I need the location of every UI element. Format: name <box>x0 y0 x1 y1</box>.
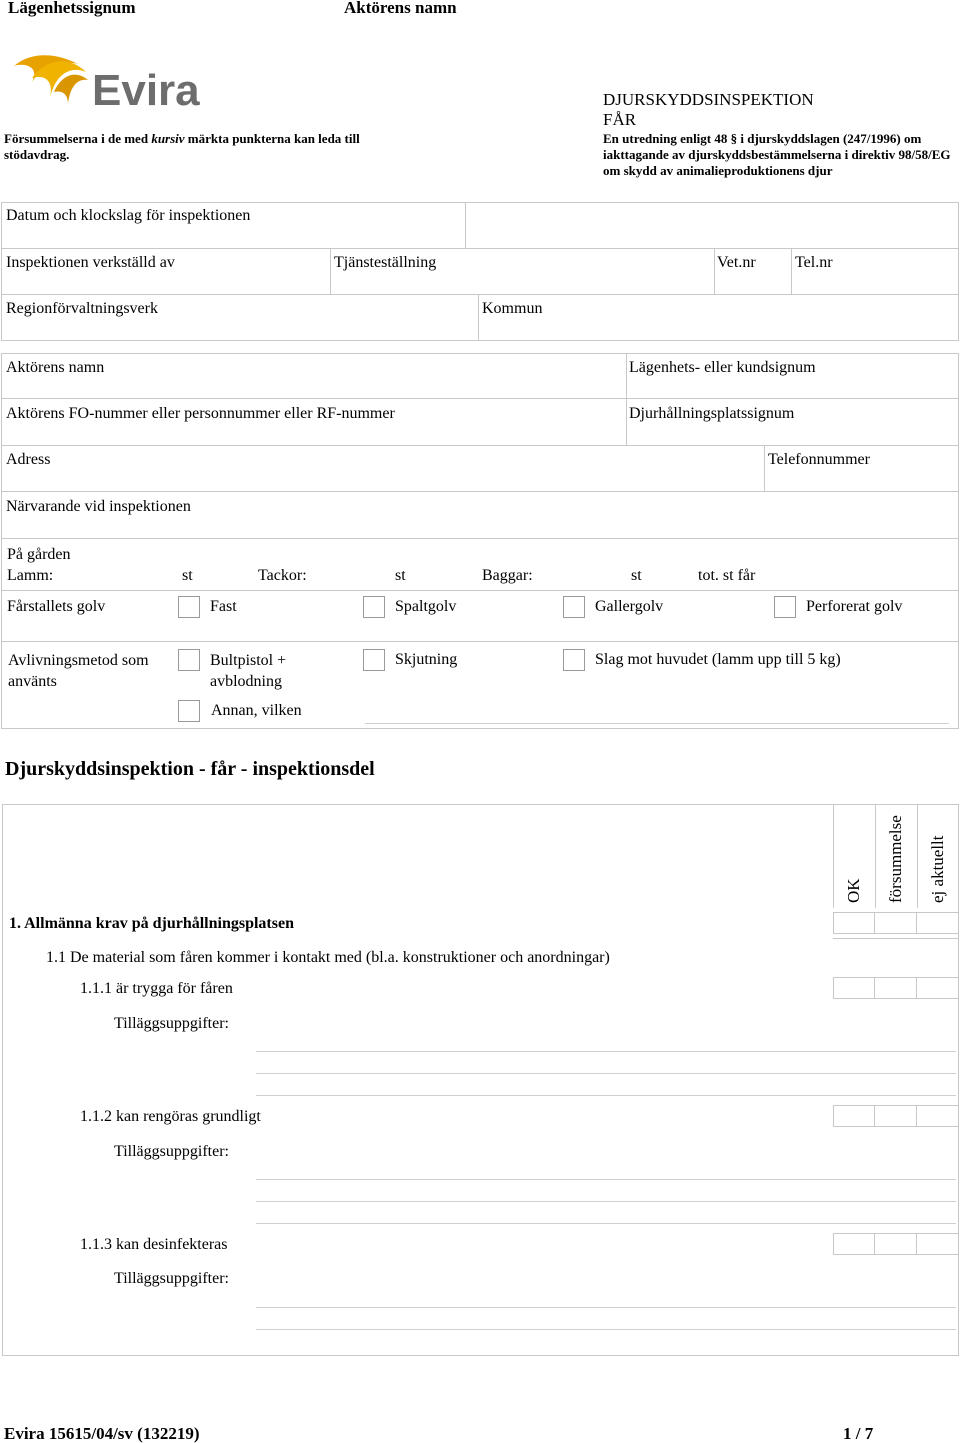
item-1-1-1-extra-label: Tilläggsuppgifter: <box>114 1015 229 1032</box>
floor-fast-label: Fast <box>210 598 237 615</box>
phone-label: Telefonnummer <box>768 451 870 468</box>
item-1-1-1-extra-line-1[interactable] <box>256 1051 956 1052</box>
ram-label: Baggar: <box>482 567 533 584</box>
floor-label: Fårstallets golv <box>7 598 106 615</box>
item-1-1-2-extra-line-3[interactable] <box>256 1223 956 1224</box>
vetnr-label: Vet.nr <box>717 254 756 271</box>
ewe-unit: st <box>395 567 406 584</box>
municipality-label: Kommun <box>482 300 543 317</box>
item-1-1-3-extra-line-2[interactable] <box>256 1329 956 1330</box>
floor-grid-label: Gallergolv <box>595 598 664 615</box>
culling-other-input[interactable] <box>365 723 949 724</box>
culling-shooting-checkbox[interactable] <box>363 649 385 671</box>
form-legal-description: En utredning enligt 48 § i djurskyddslagen (247/1996) om iakttagande av djurskyddsbestämmelserna i direktiv 98/58/EG om skydd av animalieproduktionens djur <box>603 131 951 178</box>
footer-page-number: 1 / 7 <box>843 1424 874 1443</box>
farm-heading: På gården <box>7 546 71 563</box>
item-1-1-1-label: 1.1.1 är trygga för fåren <box>80 980 233 997</box>
region-label: Regionförvaltningsverk <box>6 300 158 317</box>
section-title: Djurskyddsinspektion - får - inspektionsdel <box>5 758 375 780</box>
culling-label: Avlivningsmetod som använts <box>8 652 149 690</box>
culling-blow-label: Slag mot huvudet (lamm upp till 5 kg) <box>595 651 841 668</box>
ram-unit: st <box>631 567 642 584</box>
floor-fast-checkbox[interactable] <box>178 596 200 618</box>
date-input[interactable] <box>466 203 958 247</box>
culling-bolt-checkbox[interactable] <box>178 649 200 671</box>
item-1-1-1-check-cells[interactable] <box>833 977 959 999</box>
position-label: Tjänsteställning <box>334 254 437 271</box>
notice-prefix: Försummelserna i de med <box>4 131 152 146</box>
culling-blow-checkbox[interactable] <box>563 649 585 671</box>
floor-slatted-checkbox[interactable] <box>363 596 385 618</box>
logo-text: Evira <box>92 66 200 112</box>
operator-signum-label: Lägenhets- eller kundsignum <box>629 359 816 376</box>
item-1-heading: 1. Allmänna krav på djurhållningsplatsen <box>9 915 294 932</box>
footer-form-code: Evira 15615/04/sv (132219) <box>4 1424 200 1443</box>
item-1-1-3-label: 1.1.3 kan desinfekteras <box>80 1236 228 1253</box>
place-signum-label: Djurhållningsplatssignum <box>629 405 795 422</box>
culling-other-checkbox[interactable] <box>178 700 200 722</box>
notice-suffix: märkta punkterna kan leda till stödavdrag. <box>4 131 360 162</box>
item-1-1-2-label: 1.1.2 kan rengöras grundligt <box>80 1108 261 1125</box>
floor-perforated-label: Perforerat golv <box>806 598 903 615</box>
operator-name-label: Aktörens namn <box>6 359 105 376</box>
notice-text <box>4 131 404 163</box>
item-1-check-cells[interactable] <box>833 912 959 934</box>
item-1-1-label: 1.1 De material som fåren kommer i kontakt med (bl.a. konstruktioner och anordningar) <box>46 949 610 966</box>
present-label: Närvarande vid inspektionen <box>6 498 191 515</box>
item-1-1-2-check-cells[interactable] <box>833 1105 959 1127</box>
date-label: Datum och klockslag för inspektionen <box>6 207 251 224</box>
inspector-label: Inspektionen verkställd av <box>6 254 175 271</box>
ewe-label: Tackor: <box>258 567 307 584</box>
floor-slatted-label: Spaltgolv <box>395 598 457 615</box>
item-1-1-2-extra-line-2[interactable] <box>256 1201 956 1202</box>
col-ok-header: OK <box>844 878 863 903</box>
col-neglect-header: försummelse <box>886 815 905 903</box>
item-1-1-1-extra-line-3[interactable] <box>256 1095 956 1096</box>
item-1-1-2-extra-label: Tilläggsuppgifter: <box>114 1143 229 1160</box>
top-left-label: Lägenhetssignum <box>8 0 136 17</box>
form-title: DJURSKYDDSINSPEKTION <box>603 90 814 109</box>
lamb-unit: st <box>182 567 193 584</box>
floor-perforated-checkbox[interactable] <box>774 596 796 618</box>
evira-logo-mark <box>10 52 200 112</box>
address-label: Adress <box>6 451 51 468</box>
item-1-1-2-extra-line-1[interactable] <box>256 1179 956 1180</box>
telnr-label: Tel.nr <box>795 254 833 271</box>
total-sheep-label: tot. st får <box>698 567 756 584</box>
item-1-1-3-check-cells[interactable] <box>833 1233 959 1255</box>
lamb-label: Lamm: <box>7 567 54 584</box>
item-1-1-1-extra-line-2[interactable] <box>256 1073 956 1074</box>
culling-bolt-label: Bultpistol + avblodning <box>210 652 287 690</box>
item-1-1-3-extra-line-1[interactable] <box>256 1307 956 1308</box>
floor-grid-checkbox[interactable] <box>563 596 585 618</box>
form-subtitle-species: FÅR <box>603 110 637 129</box>
culling-other-label: Annan, vilken <box>211 702 302 719</box>
item-1-1-3-extra-label: Tilläggsuppgifter: <box>114 1270 229 1287</box>
evira-logo <box>10 52 200 112</box>
operator-id-label: Aktörens FO-nummer eller personnummer eller RF-nummer <box>6 405 395 422</box>
col-na-header: ej aktuellt <box>928 835 947 903</box>
notice-italic: kursiv <box>151 131 185 146</box>
culling-shooting-label: Skjutning <box>395 651 458 668</box>
top-right-label: Aktörens namn <box>344 0 457 17</box>
